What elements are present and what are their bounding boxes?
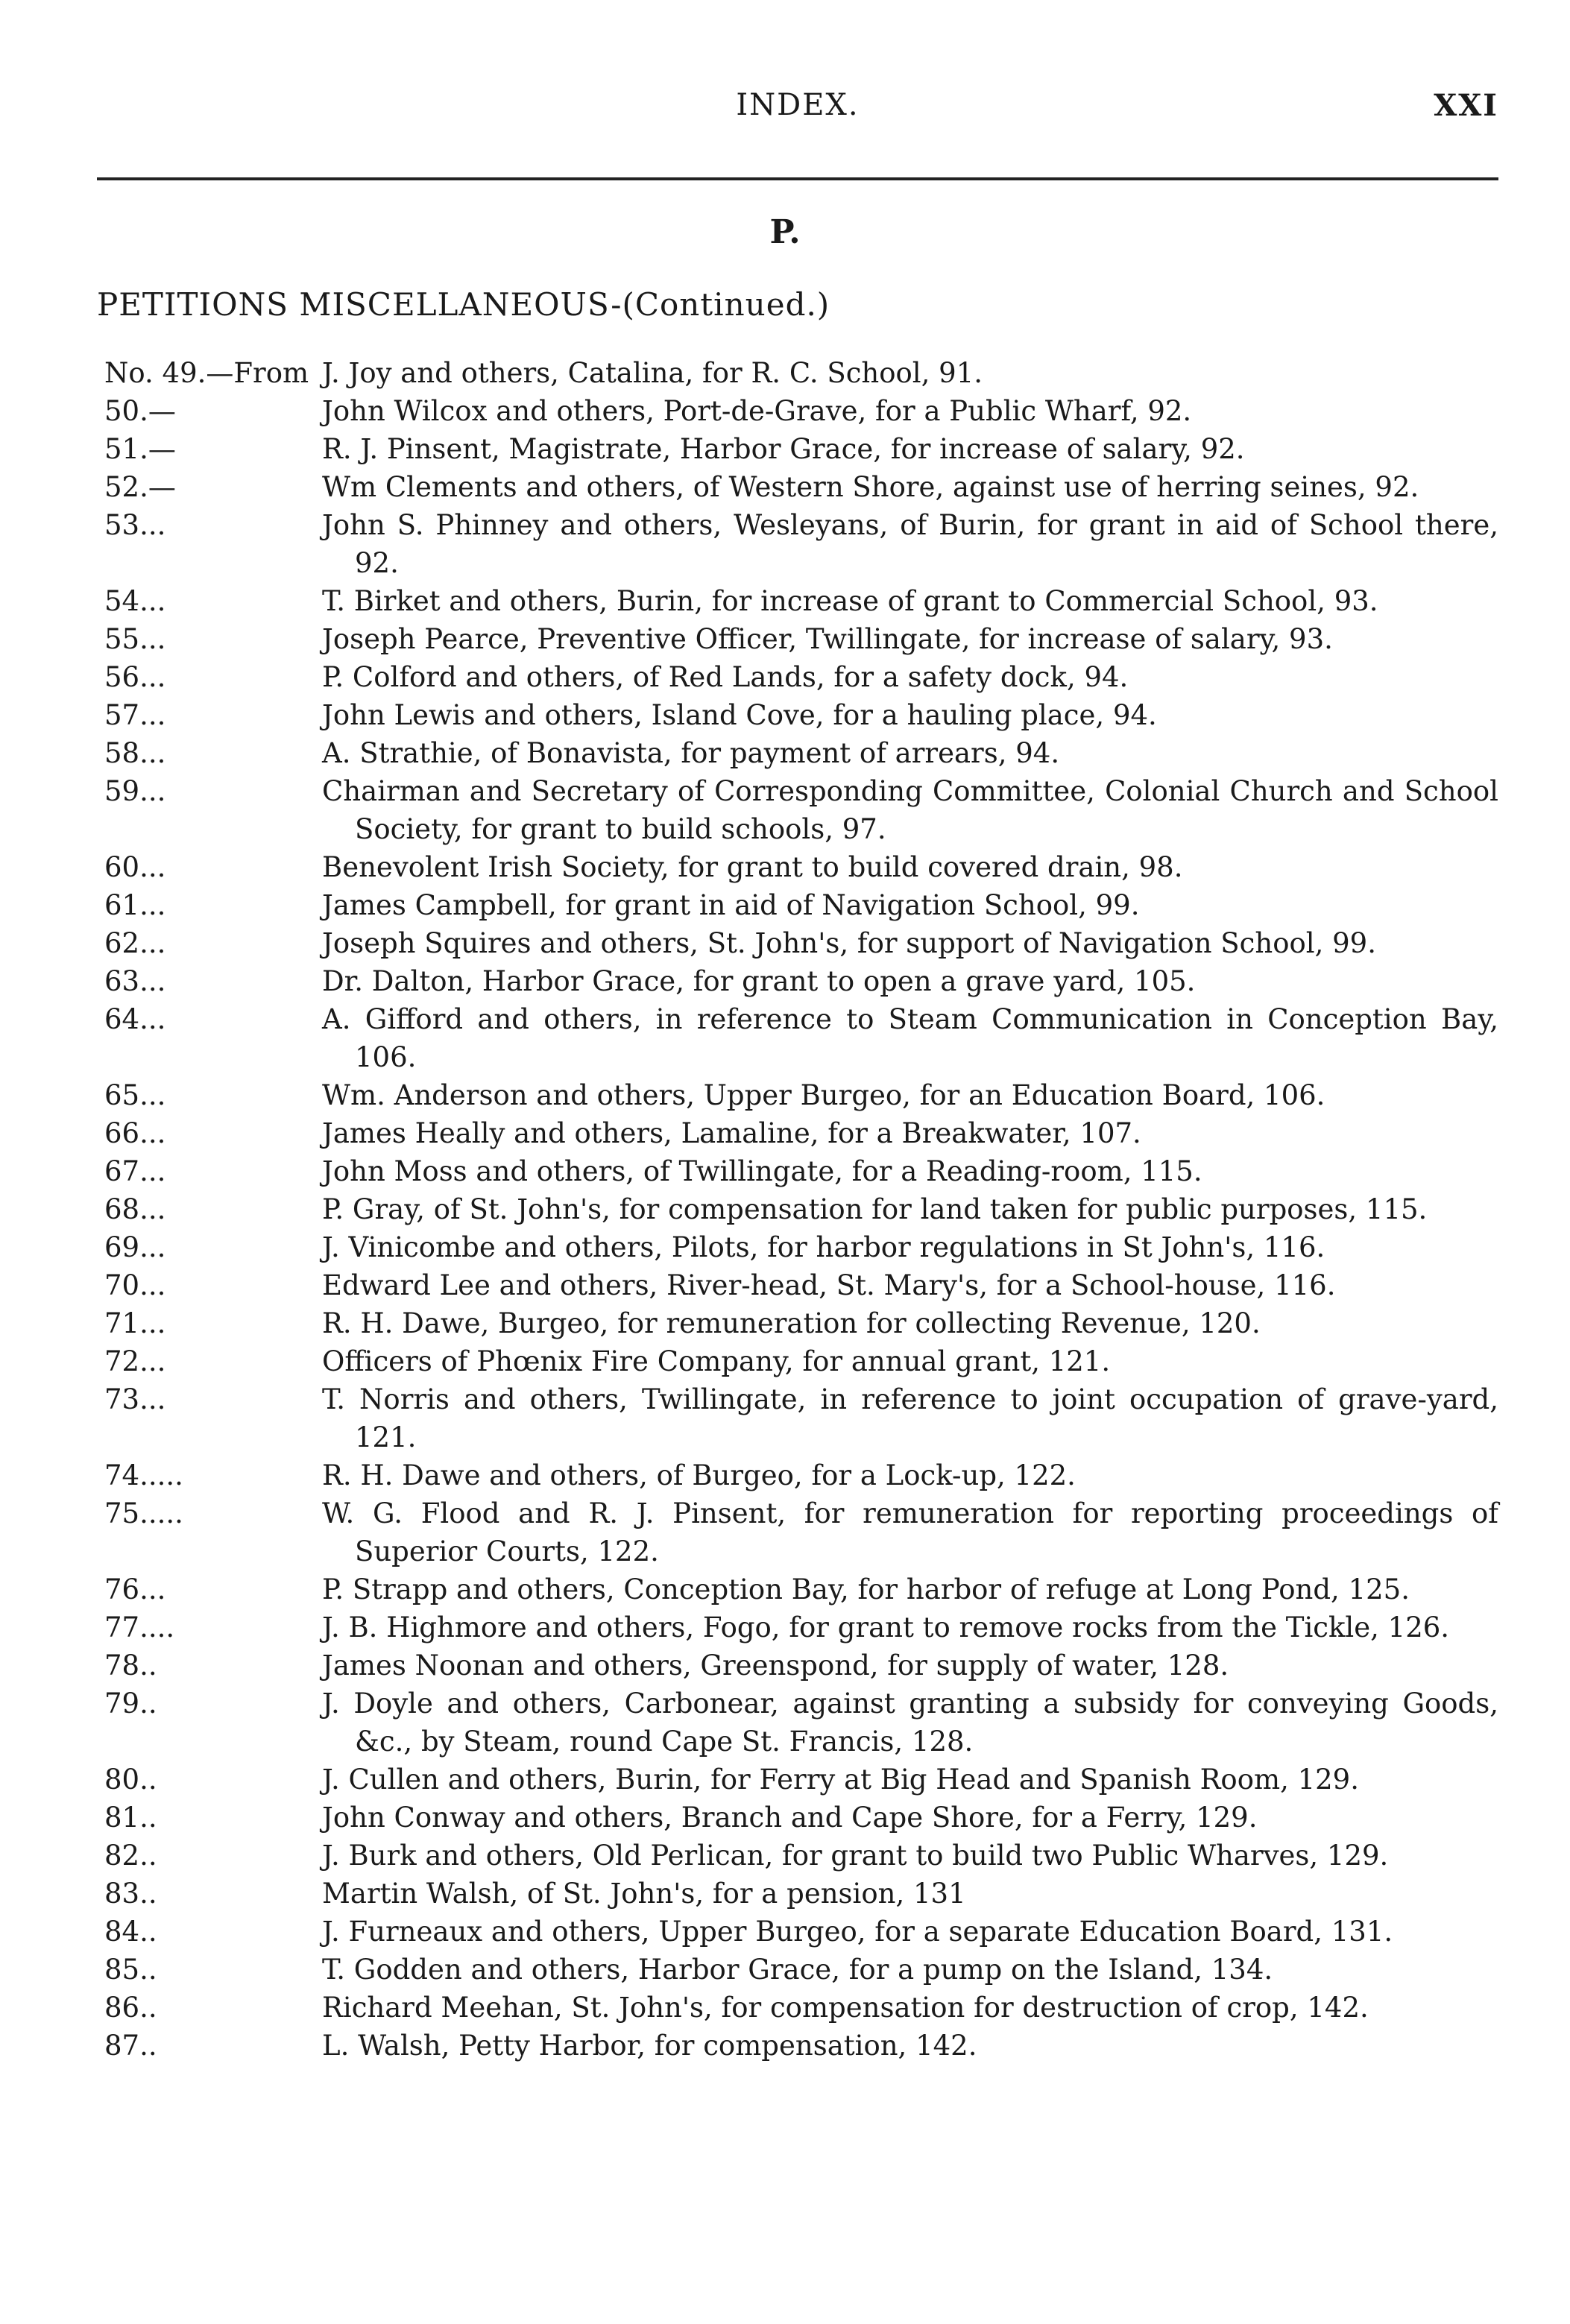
entry-number: 80..: [104, 1763, 157, 1796]
list-item: [104, 1266, 1498, 1304]
entry-text: T. Godden and others, Harbor Grace, for a pump on the Island, 134.: [322, 1954, 1273, 1986]
list-item: [104, 1761, 1498, 1799]
entry-text: P. Gray, of St. John's, for compensation for land taken for public purposes, 115.: [322, 1193, 1428, 1225]
entry-text: Wm Clements and others, of Western Shore, against use of herring seines, 92.: [322, 471, 1419, 503]
list-item: [104, 1228, 1498, 1266]
list-item: [104, 772, 1498, 848]
list-item: [104, 1304, 1498, 1342]
entry-text: Richard Meehan, St. John's, for compensation for destruction of crop, 142.: [322, 1992, 1369, 2024]
list-item: [104, 1000, 1498, 1076]
entry-text: R. H. Dawe and others, of Burgeo, for a Lock-up, 122.: [322, 1459, 1076, 1491]
page-number: XXI: [1434, 88, 1498, 123]
entry-text: Dr. Dalton, Harbor Grace, for grant to open a grave yard, 105.: [322, 965, 1196, 997]
list-item: [104, 734, 1498, 772]
list-item: [104, 886, 1498, 924]
list-item: [104, 620, 1498, 658]
list-item: [104, 1342, 1498, 1380]
list-item: [104, 2027, 1498, 2065]
entry-number: 50.—: [104, 395, 176, 427]
entry-number: 64...: [104, 1003, 166, 1035]
entry-text: J. Joy and others, Catalina, for R. C. School, 91.: [322, 357, 983, 389]
entry-text: John Moss and others, of Twillingate, for a Reading-room, 115.: [322, 1155, 1202, 1187]
index-letter: P.: [769, 213, 801, 251]
entry-number: 67...: [104, 1155, 166, 1187]
list-item: [104, 1799, 1498, 1837]
entry-text: James Campbell, for grant in aid of Navigation School, 99.: [322, 889, 1140, 921]
entry-number: 52.—: [104, 471, 176, 503]
entry-text: Benevolent Irish Society, for grant to build covered drain, 98.: [322, 851, 1183, 883]
entry-number: 75.....: [104, 1497, 183, 1529]
entry-text: R. H. Dawe, Burgeo, for remuneration for collecting Revenue, 120.: [322, 1307, 1261, 1339]
entry-text: John Conway and others, Branch and Cape Shore, for a Ferry, 129.: [322, 1802, 1258, 1834]
list-item: [104, 1837, 1498, 1875]
entry-text: T. Birket and others, Burin, for increase of grant to Commercial School, 93.: [322, 585, 1378, 617]
list-item: [104, 1076, 1498, 1114]
entry-list: [104, 354, 1498, 2065]
entry-number: 85..: [104, 1954, 157, 1986]
list-item: [104, 658, 1498, 696]
list-item: [104, 506, 1498, 582]
list-item: [104, 1494, 1498, 1570]
list-item: [104, 1570, 1498, 1608]
list-item: [104, 468, 1498, 506]
entry-text: P. Strapp and others, Conception Bay, for harbor of refuge at Long Pond, 125.: [322, 1573, 1410, 1605]
list-item: [104, 962, 1498, 1000]
entry-number: 61...: [104, 889, 166, 921]
entry-number: 76...: [104, 1573, 166, 1605]
entry-number: 84..: [104, 1916, 157, 1948]
list-item: [104, 1456, 1498, 1494]
entry-text: James Heally and others, Lamaline, for a Breakwater, 107.: [322, 1117, 1141, 1149]
list-item: [104, 924, 1498, 962]
list-item: [104, 1875, 1498, 1913]
page-header: [97, 88, 1498, 140]
list-item: [104, 1684, 1498, 1761]
entry-text: John Lewis and others, Island Cove, for a hauling place, 94.: [322, 699, 1157, 731]
list-item: [104, 1380, 1498, 1456]
entry-number: 79..: [104, 1687, 157, 1720]
list-item: [104, 1989, 1498, 2027]
entry-number: 74.....: [104, 1459, 183, 1491]
list-item: [104, 582, 1498, 620]
section-title: PETITIONS MISCELLANEOUS-(Continued.): [97, 286, 830, 323]
list-item: [104, 1114, 1498, 1152]
running-title: INDEX.: [736, 88, 860, 122]
entry-text: Edward Lee and others, River-head, St. Mary's, for a School-house, 116.: [322, 1269, 1336, 1301]
entry-text: Joseph Pearce, Preventive Officer, Twillingate, for increase of salary, 93.: [322, 623, 1333, 655]
entry-number: 73...: [104, 1383, 166, 1415]
entry-text: J. Cullen and others, Burin, for Ferry at Big Head and Spanish Room, 129.: [322, 1763, 1359, 1796]
entry-text: J. Furneaux and others, Upper Burgeo, for a separate Education Board, 131.: [322, 1916, 1393, 1948]
entry-number: 58...: [104, 737, 166, 769]
entry-text: T. Norris and others, Twillingate, in reference to joint occupation of grave-yard, 121.: [322, 1383, 1498, 1453]
entry-text: J. Vinicombe and others, Pilots, for harbor regulations in St John's, 116.: [322, 1231, 1325, 1263]
entry-number: 62...: [104, 927, 166, 959]
entry-number: 87..: [104, 2030, 157, 2062]
list-item: [104, 354, 1498, 392]
entry-text: Joseph Squires and others, St. John's, for support of Navigation School, 99.: [322, 927, 1376, 959]
entry-text: A. Strathie, of Bonavista, for payment of arrears, 94.: [322, 737, 1060, 769]
entry-number: No. 49.—From: [104, 357, 309, 389]
entry-text: W. G. Flood and R. J. Pinsent, for remuneration for reporting proceedings of Superior Courts, 122.: [322, 1497, 1498, 1567]
entry-text: L. Walsh, Petty Harbor, for compensation, 142.: [322, 2030, 977, 2062]
list-item: [104, 430, 1498, 468]
list-item: [104, 696, 1498, 734]
entry-text: James Noonan and others, Greenspond, for supply of water, 128.: [322, 1649, 1229, 1682]
entry-number: 59...: [104, 775, 166, 807]
entry-number: 51.—: [104, 433, 176, 465]
entry-number: 55...: [104, 623, 166, 655]
entry-text: J. B. Highmore and others, Fogo, for grant to remove rocks from the Tickle, 126.: [322, 1611, 1450, 1643]
entry-number: 78..: [104, 1649, 157, 1682]
entry-text: John S. Phinney and others, Wesleyans, of Burin, for grant in aid of School there, 92.: [322, 509, 1498, 579]
entry-number: 53...: [104, 509, 166, 541]
list-item: [104, 1646, 1498, 1684]
entry-text: J. Burk and others, Old Perlican, for grant to build two Public Wharves, 129.: [322, 1840, 1389, 1872]
entry-text: J. Doyle and others, Carbonear, against granting a subsidy for conveying Goods, &c., by Steam, round Cape St. Francis, 128.: [322, 1687, 1498, 1758]
entry-number: 81..: [104, 1802, 157, 1834]
entry-number: 71...: [104, 1307, 166, 1339]
list-item: [104, 1951, 1498, 1989]
entry-text: P. Colford and others, of Red Lands, for a safety dock, 94.: [322, 661, 1129, 693]
entry-text: R. J. Pinsent, Magistrate, Harbor Grace, for increase of salary, 92.: [322, 433, 1245, 465]
entry-number: 66...: [104, 1117, 166, 1149]
header-rule: [97, 177, 1498, 180]
entry-number: 56...: [104, 661, 166, 693]
list-item: [104, 1152, 1498, 1190]
entry-text: Wm. Anderson and others, Upper Burgeo, for an Education Board, 106.: [322, 1079, 1325, 1111]
entry-number: 54...: [104, 585, 166, 617]
entry-number: 82..: [104, 1840, 157, 1872]
list-item: [104, 1608, 1498, 1646]
entry-number: 68...: [104, 1193, 166, 1225]
entry-number: 60...: [104, 851, 166, 883]
entry-number: 86..: [104, 1992, 157, 2024]
entry-number: 57...: [104, 699, 166, 731]
entry-number: 69...: [104, 1231, 166, 1263]
list-item: [104, 1190, 1498, 1228]
entry-number: 63...: [104, 965, 166, 997]
entry-text: Chairman and Secretary of Corresponding Committee, Colonial Church and School Society, for grant to build schools, 97.: [322, 775, 1498, 845]
entry-number: 83..: [104, 1878, 157, 1910]
list-item: [104, 392, 1498, 430]
entry-number: 65...: [104, 1079, 166, 1111]
entry-text: John Wilcox and others, Port-de-Grave, for a Public Wharf, 92.: [322, 395, 1192, 427]
entry-text: A. Gifford and others, in reference to Steam Communication in Conception Bay, 106.: [322, 1003, 1498, 1073]
list-item: [104, 1913, 1498, 1951]
entry-text: Officers of Phœnix Fire Company, for annual grant, 121.: [322, 1345, 1111, 1377]
entry-text: Martin Walsh, of St. John's, for a pension, 131: [322, 1878, 966, 1910]
entry-number: 72...: [104, 1345, 166, 1377]
entry-number: 77....: [104, 1611, 175, 1643]
list-item: [104, 848, 1498, 886]
entry-number: 70...: [104, 1269, 166, 1301]
